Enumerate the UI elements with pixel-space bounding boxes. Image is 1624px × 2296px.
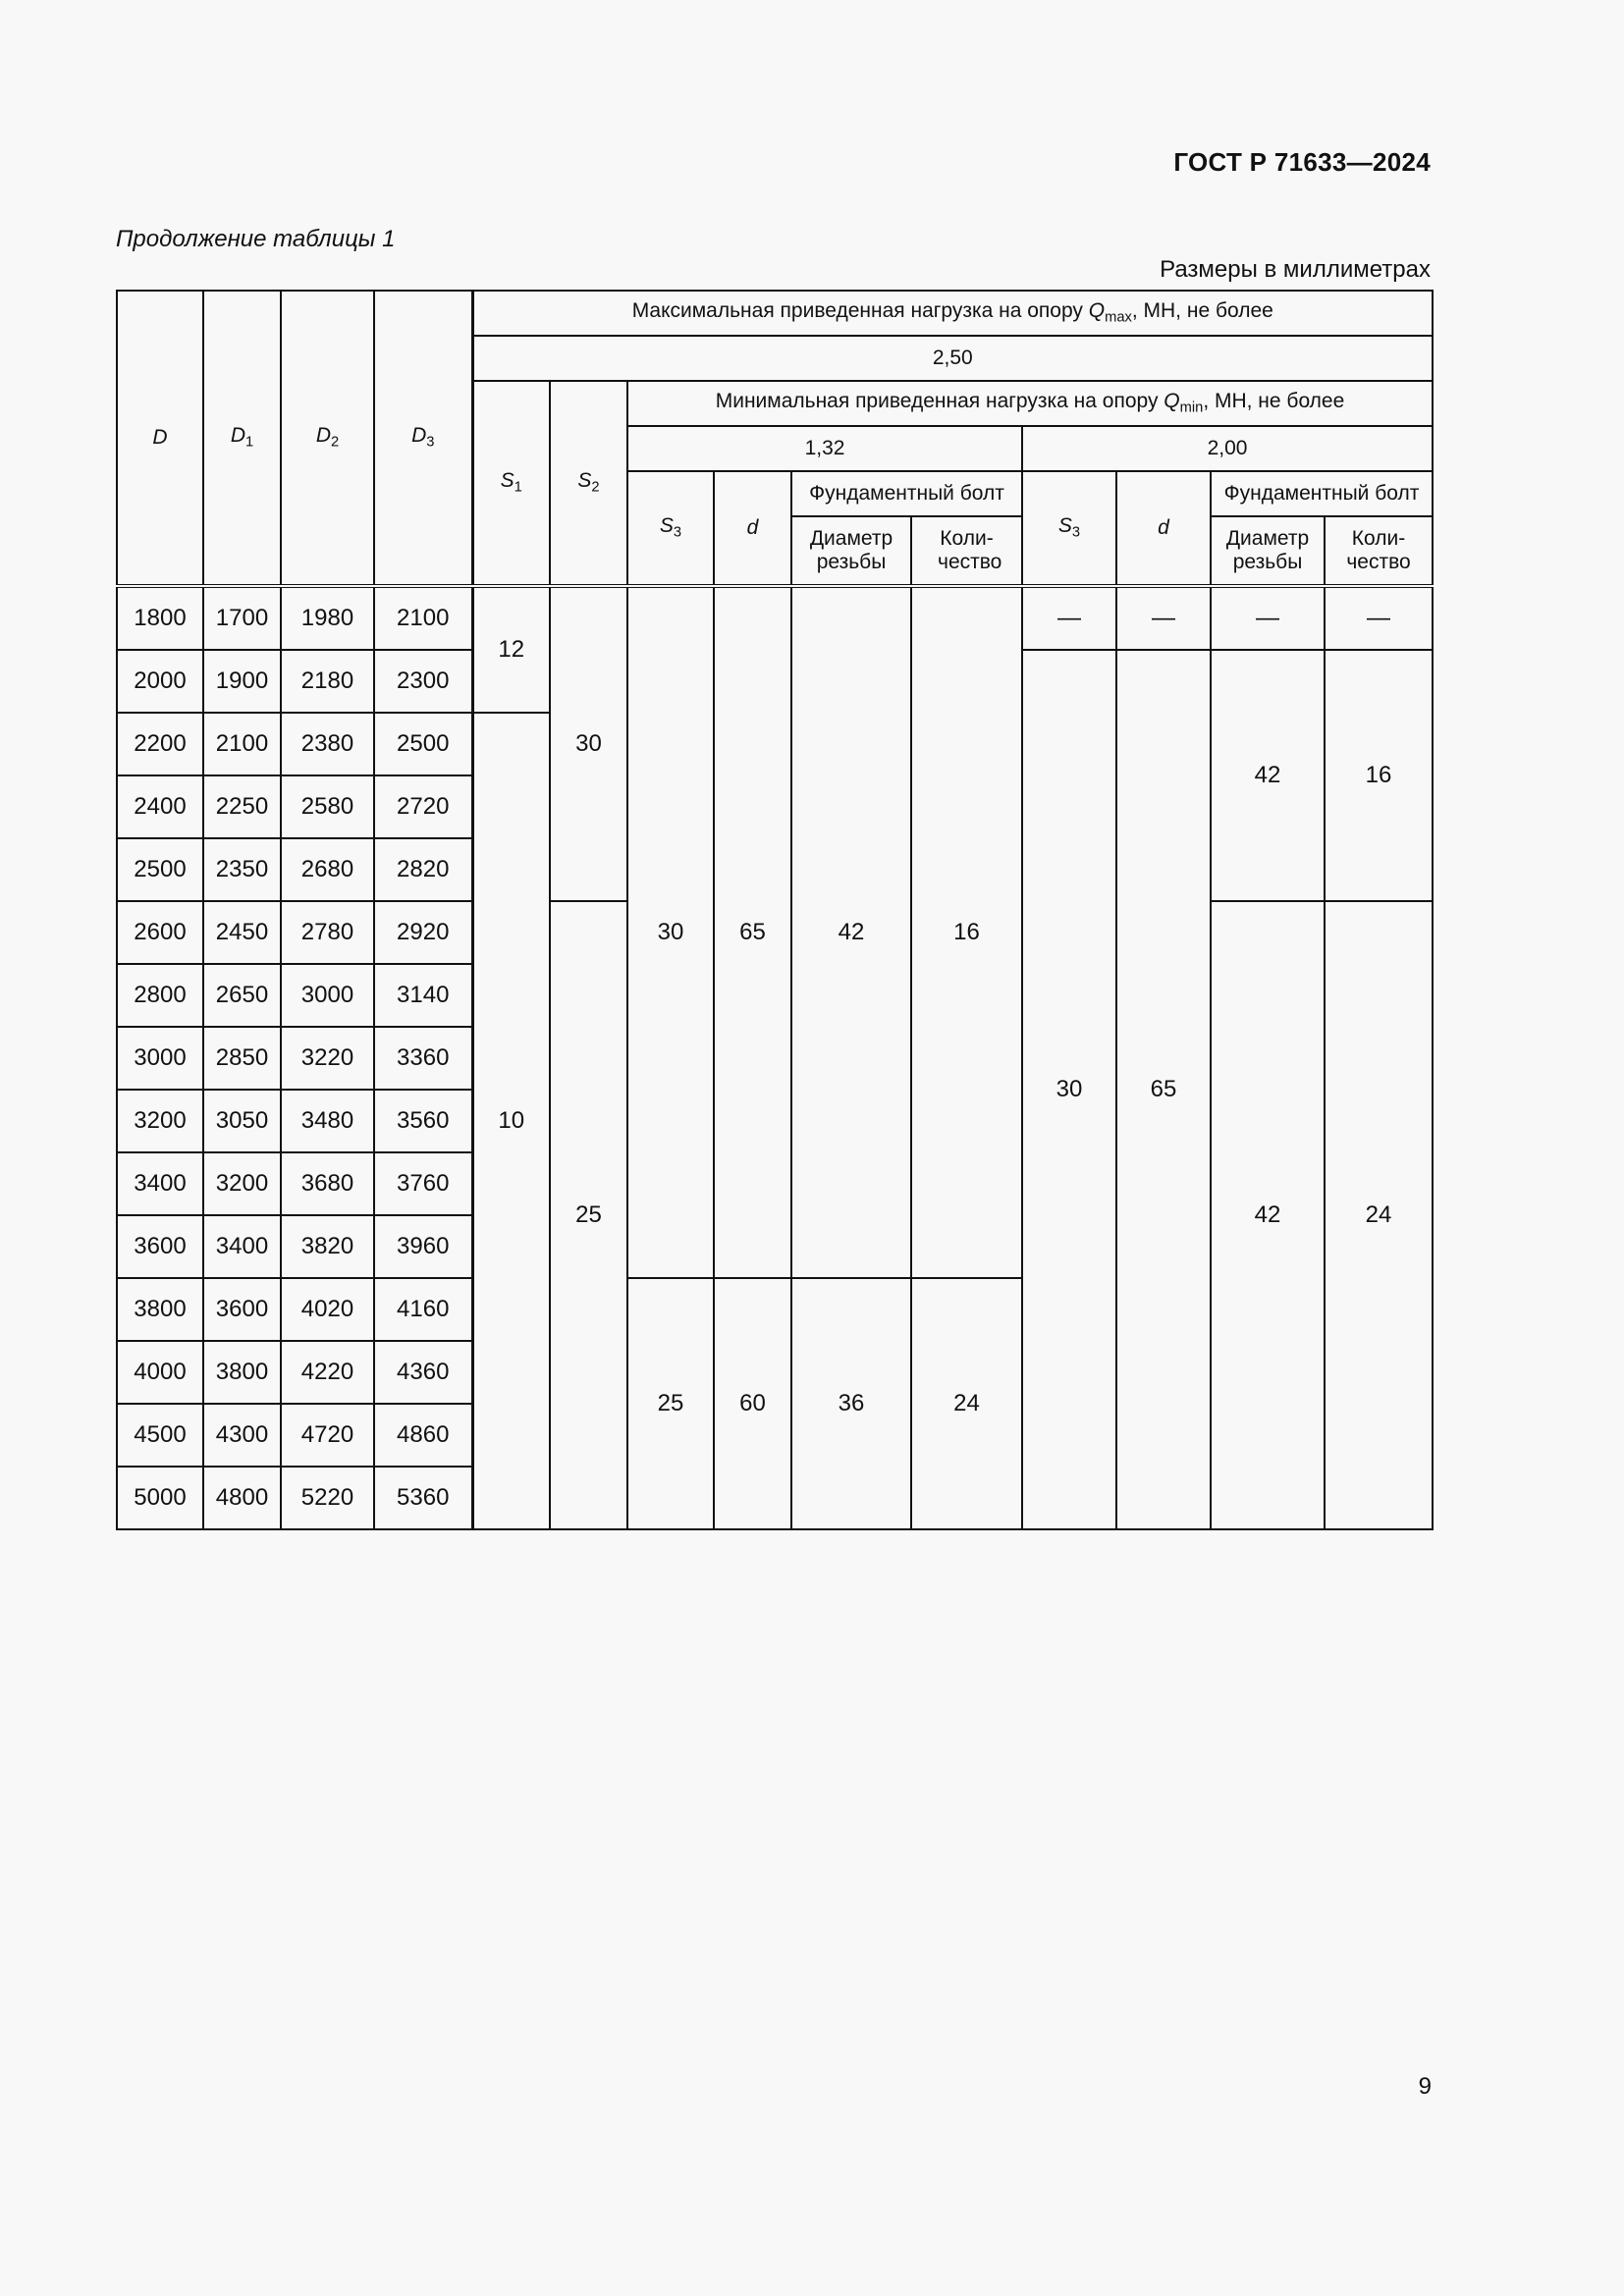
header-g1-bolt-diameter: Диаметр резьбы <box>791 516 911 586</box>
header-D: D <box>117 291 203 586</box>
cell-D2: 4020 <box>281 1278 374 1341</box>
cell-D: 2600 <box>117 901 203 964</box>
header-g2-bolt-diameter: Диаметр резьбы <box>1211 516 1325 586</box>
cell-D1: 1900 <box>203 650 281 713</box>
header-S2: $S_2$ <box>550 381 627 586</box>
cell-D3: 2720 <box>374 775 472 838</box>
cell-g1-d: 60 <box>714 1278 791 1529</box>
cell-D: 3800 <box>117 1278 203 1341</box>
header-g1-bolt: Фундаментный болт <box>791 471 1022 516</box>
cell-g2-diameter: — <box>1211 586 1325 650</box>
header-D3: $D_3$ <box>374 291 472 586</box>
cell-D1: 4800 <box>203 1467 281 1529</box>
header-qmax: Максимальная приведенная нагрузка на опору $Q_{max}$, МН, не более <box>472 291 1433 336</box>
cell-D2: 2580 <box>281 775 374 838</box>
cell-D: 2000 <box>117 650 203 713</box>
cell-g1-count: 16 <box>911 586 1022 1278</box>
cell-D: 3000 <box>117 1027 203 1090</box>
cell-D2: 2680 <box>281 838 374 901</box>
header-qmin-value-1: 1,32 <box>627 426 1022 471</box>
cell-D3: 2300 <box>374 650 472 713</box>
cell-D: 3600 <box>117 1215 203 1278</box>
cell-g1-diameter: 42 <box>791 586 911 1278</box>
cell-D3: 5360 <box>374 1467 472 1529</box>
cell-D: 4000 <box>117 1341 203 1404</box>
cell-D1: 3200 <box>203 1152 281 1215</box>
cell-D1: 2350 <box>203 838 281 901</box>
header-g2-bolt: Фундаментный болт <box>1211 471 1433 516</box>
header-g1-bolt-count: Коли-чество <box>911 516 1022 586</box>
cell-D1: 1700 <box>203 586 281 650</box>
cell-D2: 3680 <box>281 1152 374 1215</box>
header-S1: $S_1$ <box>472 381 550 586</box>
cell-g1-count: 24 <box>911 1278 1022 1529</box>
header-D1: $D_1$ <box>203 291 281 586</box>
cell-g2-S3: — <box>1022 586 1116 650</box>
cell-D1: 2100 <box>203 713 281 775</box>
cell-D3: 2500 <box>374 713 472 775</box>
cell-D1: 3400 <box>203 1215 281 1278</box>
cell-g2-count: 24 <box>1325 901 1433 1529</box>
cell-D2: 4220 <box>281 1341 374 1404</box>
cell-S2: 25 <box>550 901 627 1529</box>
cell-D: 3200 <box>117 1090 203 1152</box>
header-qmin: Минимальная приведенная нагрузка на опору $Q_{min}$, МН, не более <box>627 381 1433 426</box>
cell-D1: 3050 <box>203 1090 281 1152</box>
cell-D3: 3560 <box>374 1090 472 1152</box>
cell-D: 2400 <box>117 775 203 838</box>
cell-D1: 2250 <box>203 775 281 838</box>
cell-D2: 3000 <box>281 964 374 1027</box>
cell-D2: 3820 <box>281 1215 374 1278</box>
cell-S1: 10 <box>472 713 550 1529</box>
units-note: Размеры в миллиметрах <box>1160 256 1431 283</box>
cell-D3: 2820 <box>374 838 472 901</box>
header-D2: $D_2$ <box>281 291 374 586</box>
cell-D2: 2180 <box>281 650 374 713</box>
cell-D1: 2850 <box>203 1027 281 1090</box>
cell-S1: 12 <box>472 586 550 713</box>
cell-S2: 30 <box>550 586 627 901</box>
cell-g2-count: 16 <box>1325 650 1433 901</box>
cell-D3: 4160 <box>374 1278 472 1341</box>
cell-D2: 2380 <box>281 713 374 775</box>
header-g1-d: d <box>714 471 791 586</box>
cell-D1: 4300 <box>203 1404 281 1467</box>
cell-g2-diameter: 42 <box>1211 901 1325 1529</box>
cell-D3: 4360 <box>374 1341 472 1404</box>
cell-g2-d: 65 <box>1116 650 1211 1529</box>
cell-g1-d: 65 <box>714 586 791 1278</box>
cell-D1: 3800 <box>203 1341 281 1404</box>
cell-g1-diameter: 36 <box>791 1278 911 1529</box>
cell-g2-d: — <box>1116 586 1211 650</box>
cell-D: 5000 <box>117 1467 203 1529</box>
cell-g2-S3: 30 <box>1022 650 1116 1529</box>
cell-D2: 3220 <box>281 1027 374 1090</box>
header-qmax-value: 2,50 <box>472 336 1433 381</box>
cell-D: 2800 <box>117 964 203 1027</box>
cell-D: 1800 <box>117 586 203 650</box>
cell-g1-S3: 25 <box>627 1278 714 1529</box>
cell-D3: 3360 <box>374 1027 472 1090</box>
table-caption: Продолжение таблицы 1 <box>116 226 396 252</box>
cell-D3: 4860 <box>374 1404 472 1467</box>
cell-D1: 3600 <box>203 1278 281 1341</box>
header-qmin-value-2: 2,00 <box>1022 426 1433 471</box>
cell-D3: 2100 <box>374 586 472 650</box>
cell-D2: 3480 <box>281 1090 374 1152</box>
cell-D1: 2450 <box>203 901 281 964</box>
cell-D: 4500 <box>117 1404 203 1467</box>
header-g2-d: d <box>1116 471 1211 586</box>
header-g2-S3: $S_3$ <box>1022 471 1116 586</box>
cell-D2: 2780 <box>281 901 374 964</box>
table-row <box>117 586 1433 650</box>
cell-D: 3400 <box>117 1152 203 1215</box>
cell-g1-S3: 30 <box>627 586 714 1278</box>
cell-D3: 2920 <box>374 901 472 964</box>
cell-D2: 1980 <box>281 586 374 650</box>
cell-g2-diameter: 42 <box>1211 650 1325 901</box>
cell-D3: 3960 <box>374 1215 472 1278</box>
header-g2-bolt-count: Коли-чество <box>1325 516 1433 586</box>
dimensions-table <box>116 290 1434 1530</box>
cell-D: 2500 <box>117 838 203 901</box>
cell-D1: 2650 <box>203 964 281 1027</box>
cell-D2: 4720 <box>281 1404 374 1467</box>
cell-D2: 5220 <box>281 1467 374 1529</box>
document-code: ГОСТ Р 71633—2024 <box>1173 147 1431 177</box>
cell-g2-count: — <box>1325 586 1433 650</box>
cell-D: 2200 <box>117 713 203 775</box>
cell-D3: 3760 <box>374 1152 472 1215</box>
page-number: 9 <box>1418 2073 1432 2100</box>
header-g1-S3: $S_3$ <box>627 471 714 586</box>
cell-D3: 3140 <box>374 964 472 1027</box>
